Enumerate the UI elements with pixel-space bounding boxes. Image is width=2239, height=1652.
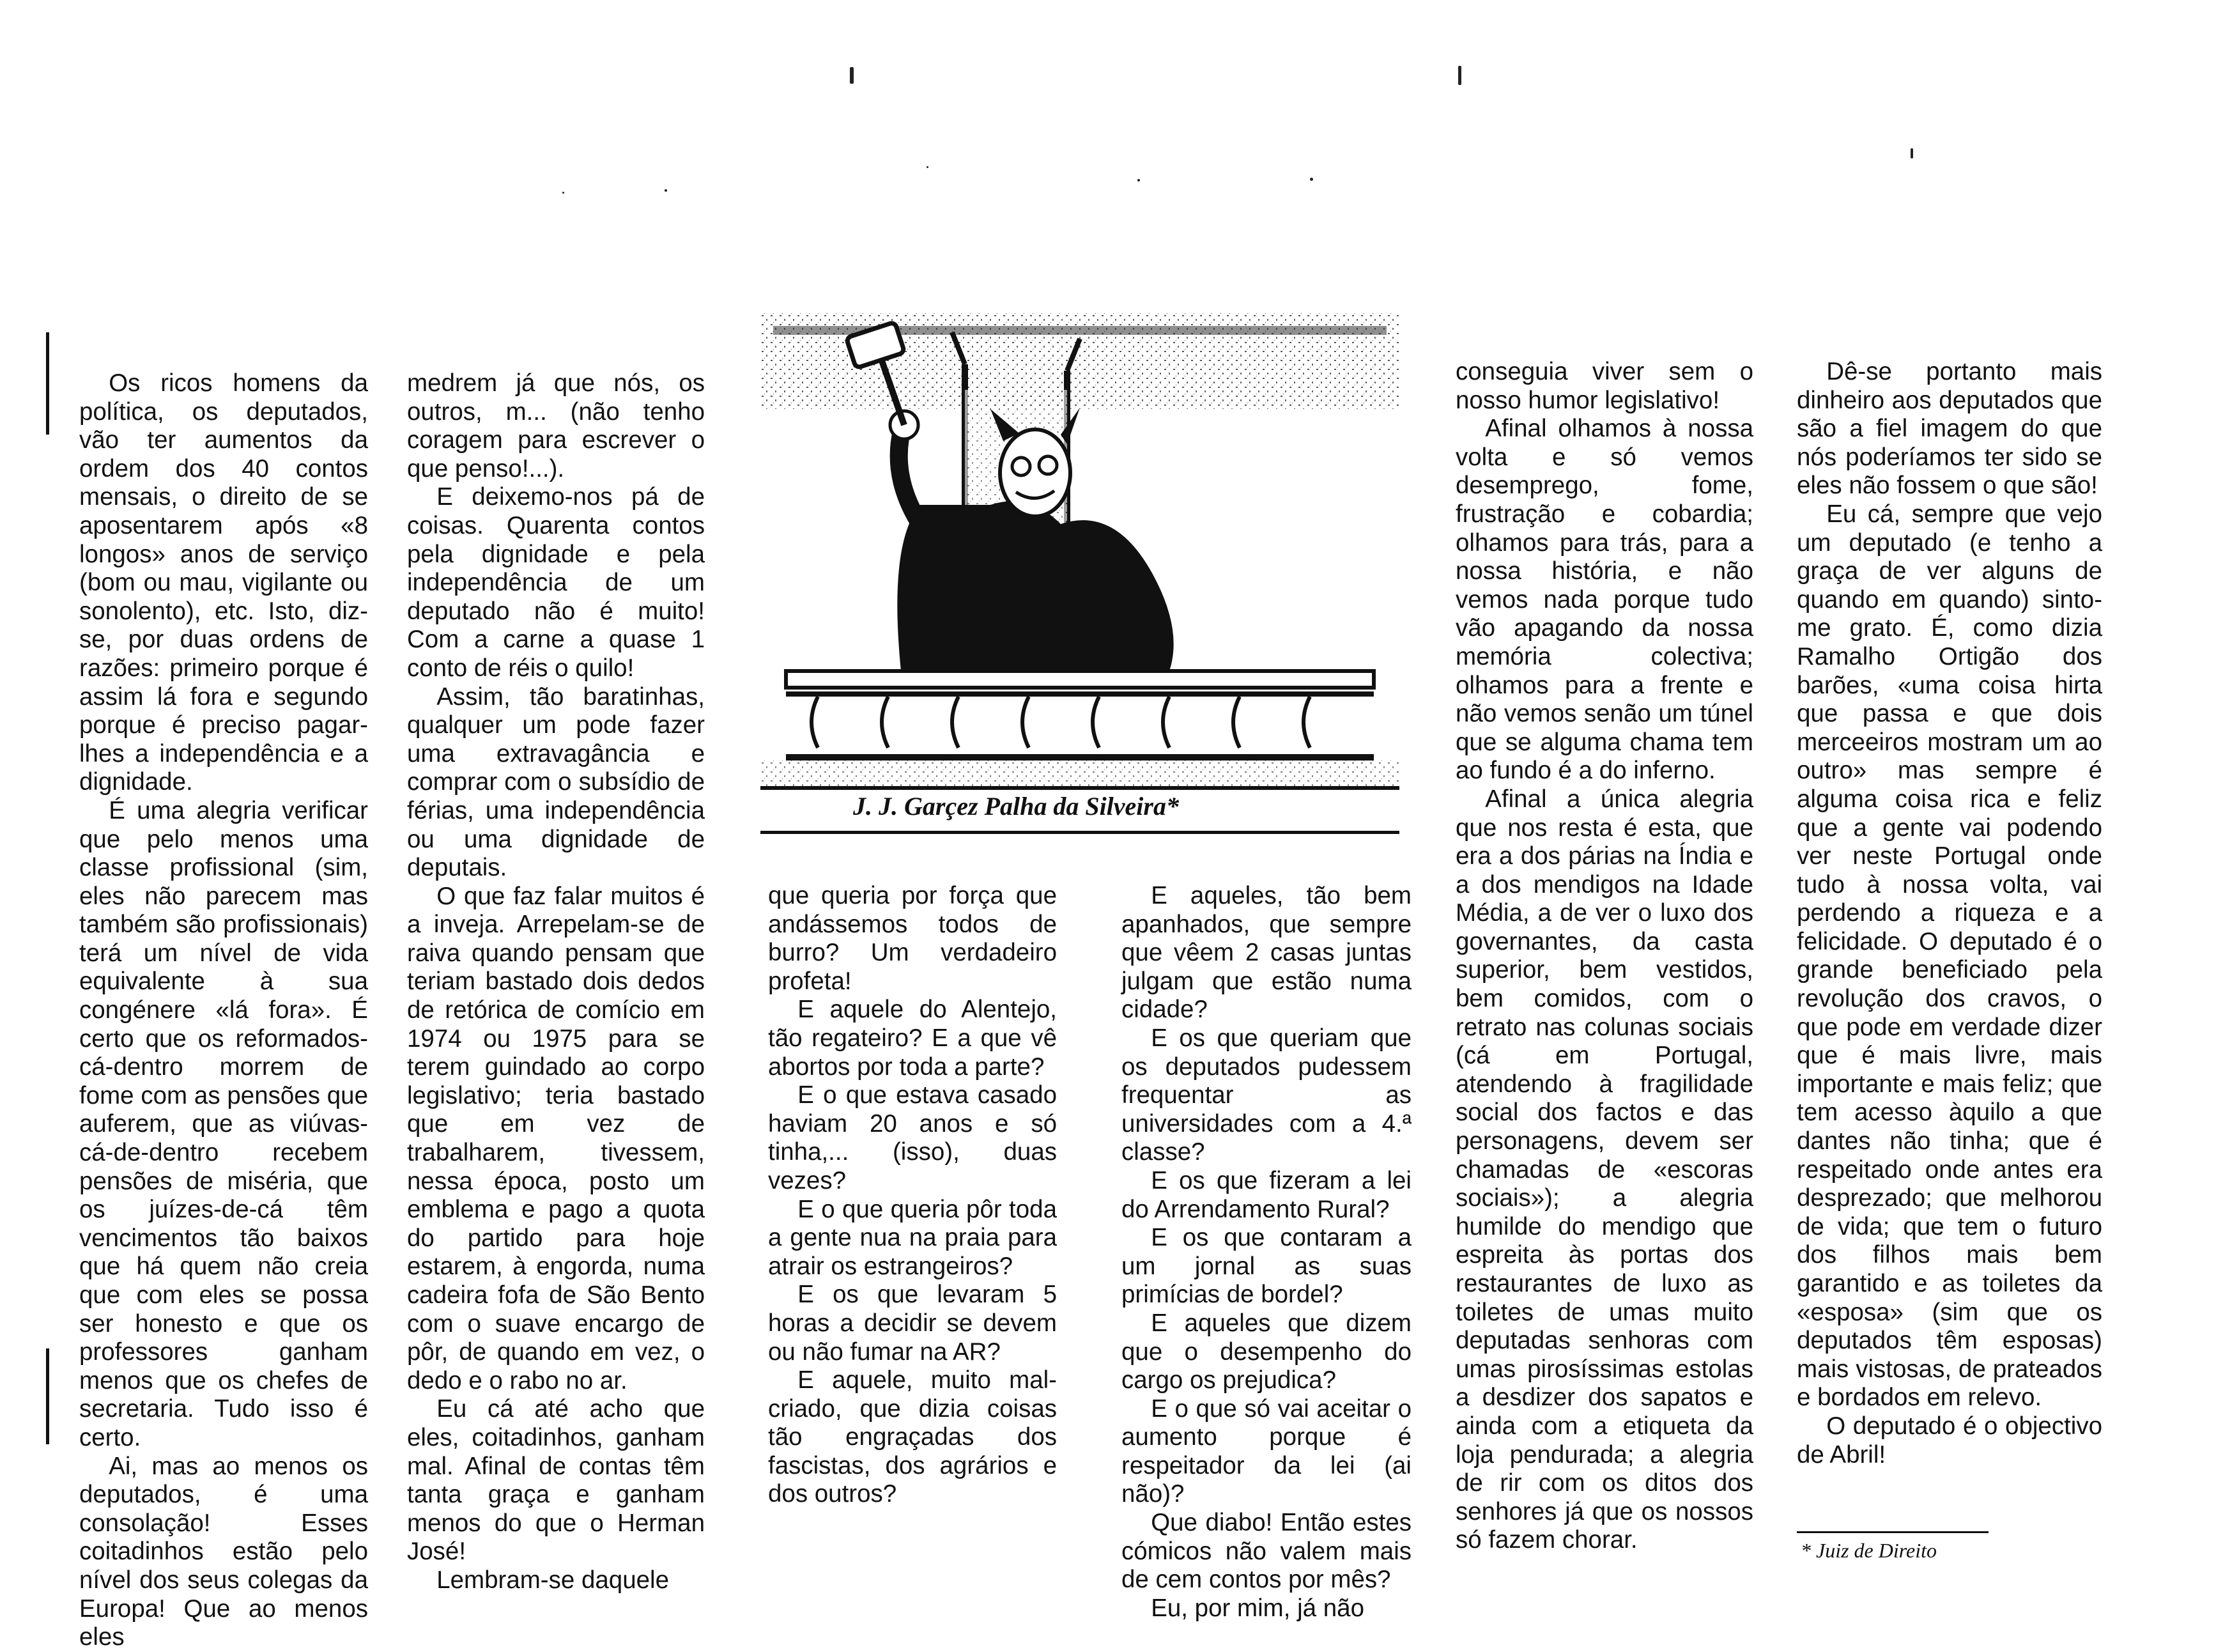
cartoon-illustration: [760, 313, 1399, 863]
paragraph: O que faz falar muitos é a inveja. Arrepelam-se de raiva quando pensam que teriam bastado dois dedos de retórica de comício em 1974 ou 1975 para se terem guindado ao corpo legislativo; teria bastado que em vez de trabalharem, tivessem, nessa época, posto um emblema e pago a quota do partido para hoje estarem, à engorda, numa cadeira fofa de São Bento com o suave encargo de pôr, de quando em vez, o dedo e o rabo no ar.: [407, 882, 705, 1394]
paragraph: Eu cá até acho que eles, coitadinhos, ganham mal. Afinal de contas têm tanta graça e ganham menos do que o Herman José!: [407, 1395, 705, 1566]
paragraph: E deixemo-nos pá de coisas. Quarenta contos pela dignidade e pela independência de um deputado não é muito! Com a carne a quase 1 conto de réis o quilo!: [407, 483, 705, 682]
paragraph: E aqueles que dizem que o desempenho do cargo os prejudica?: [1121, 1309, 1412, 1394]
author-footnote: * Juiz de Direito: [1801, 1539, 1937, 1562]
paragraph: Assim, tão baratinhas, qualquer um pode fazer uma extravagância e comprar com o subsídio de férias, uma independência ou uma dignidade de deputais.: [407, 683, 705, 882]
paragraph: E aquele do Alentejo, tão regateiro? E a que vê abortos por toda a parte?: [768, 996, 1057, 1081]
article-column-3: [768, 882, 1057, 1509]
paragraph: Afinal a única alegria que nos resta é esta, que era a dos párias na Índia e a dos mendigos na Idade Média, a de ver o luxo dos governantes, da casta superior, bem vestidos, bem comidos, com o retrato nas colunas sociais (cá em Portugal, atendendo à fragilidade social dos factos e das personagens, devem ser chamadas de «escoras sociais»); a alegria humilde do mendigo que espreita às portas dos restaurantes de luxo as toiletes de umas muito deputadas senhoras com umas pirosíssimas estolas a desdizer dos sapatos e ainda com a etiqueta da loja pendurada; a alegria de rir com os ditos dos senhores já que os nossos só fazem chorar.: [1456, 785, 1753, 1554]
scan-mark: [927, 166, 928, 168]
article-column-5: [1456, 358, 1753, 1555]
margin-bar: [46, 332, 49, 435]
scan-mark: [850, 67, 854, 84]
author-byline: J. J. Garçez Palha da Silveira*: [853, 792, 1179, 821]
paragraph: E os que queriam que os deputados pudessem frequentar as universidades com a 4.ª classe?: [1121, 1024, 1412, 1166]
article-column-1: [79, 369, 368, 1652]
scan-mark: [1458, 66, 1461, 85]
scan-mark: [1310, 178, 1313, 181]
scan-mark: [562, 192, 564, 194]
article-column-6: [1797, 358, 2102, 1469]
paragraph: Lembram-se daquele: [436, 1566, 670, 1594]
paragraph: Eu cá, sempre que vejo um deputado (e tenho a graça de ver alguns de quando em quando) sinto-me grato. É, como dizia Ramalho Ortigão dos barões, «uma coisa hirta que passa e que dois merceeiros mostram um ao outro» mas sempre é alguma coisa rica e feliz que a gente vai podendo ver neste Portugal onde tudo à nossa volta, vai perdendo a riqueza e a felicidade. O deputado é o grande beneficiado pela revolução dos cravos, o que pode em verdade dizer que é mais livre, mais importante e mais feliz; que tem acesso àquilo a que dantes não tinha; que é respeitado onde antes era desprezado; que melhorou de vida; que tem o futuro dos filhos mais bem garantido e as toiletes da «esposa» (sim que os deputados têm esposas) mais vistosas, de prateados e bordados em relevo.: [1797, 500, 2102, 1412]
paragraph: Os ricos homens da política, os deputados, vão ter aumentos da ordem dos 40 contos mensais, o direito de se aposentarem após «8 longos» anos de serviço (bom ou mau, vigilante ou sonolento), etc. Isto, diz-se, por duas ordens de razões: primeiro porque é assim lá fora e segundo porque é preciso pagar-lhes a independência e a dignidade.: [79, 369, 368, 796]
paragraph: E o que estava casado haviam 20 anos e só tinha,... (isso), duas vezes?: [768, 1081, 1057, 1194]
paragraph: E os que contaram a um jornal as suas primícias de bordel?: [1121, 1224, 1412, 1309]
paragraph: E o que queria pôr toda a gente nua na praia para atrair os estrangeiros?: [768, 1195, 1057, 1280]
paragraph: E aqueles, tão bem apanhados, que sempre que vêem 2 casas juntas julgam que estão numa cidade?: [1121, 882, 1412, 1024]
article-column-2: [407, 369, 705, 1595]
paragraph: E o que só vai aceitar o aumento porque é respeitador da lei (ai não)?: [1121, 1394, 1412, 1508]
margin-bar: [46, 1348, 49, 1444]
paragraph: Afinal olhamos à nossa volta e só vemos desemprego, fome, frustração e cobardia; olhamos para trás, para a nossa história, e não vemos nada porque tudo vão apagando da nossa memória colectiva; olhamos para a frente e não vemos senão um túnel que se alguma chama tem ao fundo é a do inferno.: [1456, 415, 1753, 785]
paragraph: E aquele, muito mal-criado, que dizia coisas tão engraçadas dos fascistas, dos agrários e dos outros?: [768, 1366, 1057, 1508]
article-column-4: [1121, 882, 1412, 1623]
paragraph: Ai, mas ao menos os deputados, é uma consolação! Esses coitadinhos estão pelo nível dos seus colegas da Europa! Que ao menos eles: [79, 1452, 368, 1651]
scan-mark: [1137, 179, 1140, 181]
paragraph: conseguia viver sem o nosso humor legislativo!: [1456, 358, 1753, 414]
scan-mark: [1911, 148, 1913, 158]
footnote-rule: [1797, 1531, 1989, 1533]
paragraph: Que diabo! Então estes cómicos não valem mais de cem contos por mês?: [1121, 1509, 1412, 1594]
paragraph: medrem já que nós, os outros, m... (não tenho coragem para escrever o que penso!...).: [407, 369, 705, 482]
paragraph: E os que levaram 5 horas a decidir se devem ou não fumar na AR?: [768, 1281, 1057, 1366]
paragraph: que queria por força que andássemos todos de burro? Um verdadeiro profeta!: [768, 882, 1057, 995]
paragraph: E os que fizeram a lei do Arrendamento Rural?: [1121, 1166, 1412, 1223]
paragraph: Dê-se portanto mais dinheiro aos deputados que são a fiel imagem do que nós poderíamos ter sido se eles não fossem o que são!: [1797, 358, 2102, 500]
paragraph: É uma alegria verificar que pelo menos uma classe profissional (sim, eles não parecem mas também são profissionais) terá um nível de vida equivalente à sua congénere «lá fora». É certo que os reformados-cá-dentro morrem de fome com as pensões que auferem, que as viúvas-cá-de-dentro recebem pensões de miséria, que os juízes-de-cá têm vencimentos tão baixos que há quem não creia que com eles se possa ser honesto e que os professores ganham menos que os chefes de secretaria. Tudo isso é certo.: [79, 796, 368, 1451]
paragraph: O deputado é o objectivo de Abril!: [1797, 1412, 2102, 1469]
scan-mark: [665, 189, 667, 192]
paragraph: Eu, por mim, já não: [1151, 1594, 1364, 1622]
